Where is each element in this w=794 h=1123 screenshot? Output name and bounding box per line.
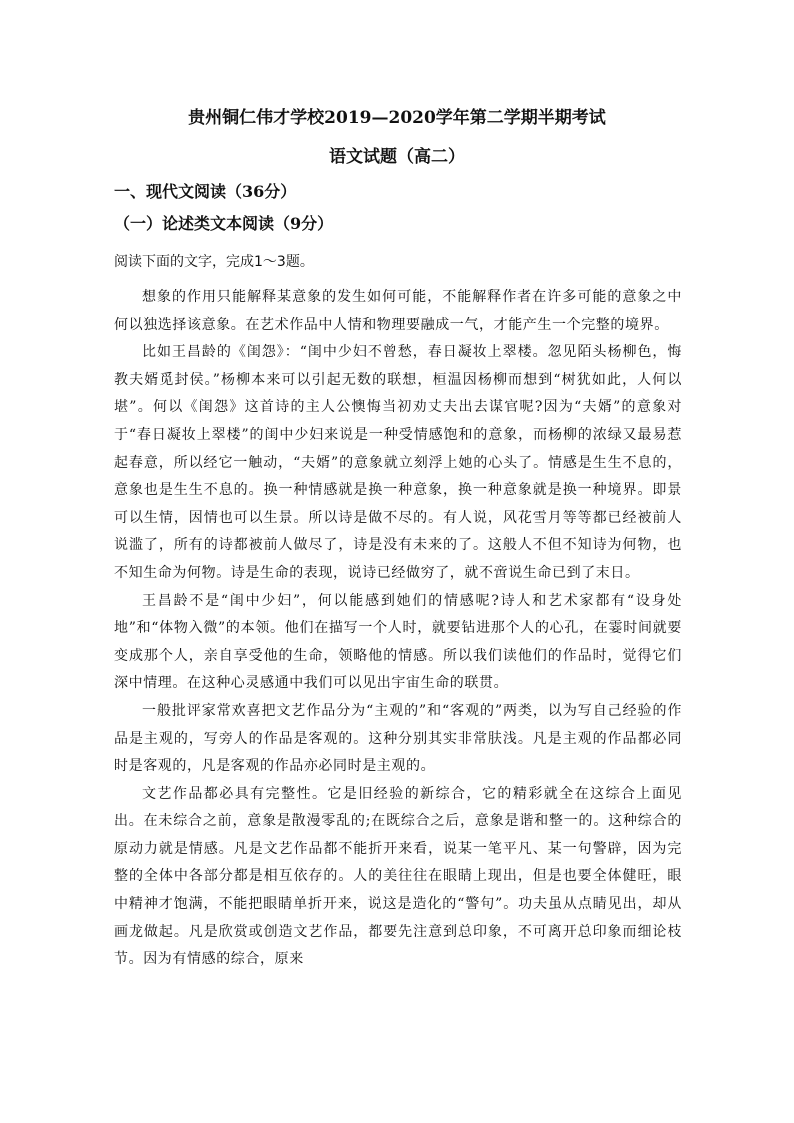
reading-instruction: 阅读下面的文字，完成1～3题。 [114,254,314,270]
exam-title: 贵州铜仁伟才学校2019—2020学年第二学期半期考试 [188,108,606,128]
section-heading: 一、现代文阅读（36分） [114,182,297,201]
exam-subtitle: 语文试题（高二） [329,147,465,167]
passage-paragraph: 想象的作用只能解释某意象的发生如何可能，不能解释作者在许多可能的意象之中何以独选择该意象。在艺术作品中人情和物理要融成一气，才能产生一个完整的境界。 [114,289,682,333]
passage-paragraph: 比如王昌龄的《闺怨》：“闺中少妇不曾愁，春日凝妆上翠楼。忽见陌头杨柳色，悔教夫婿觅封侯。”杨柳本来可以引起无数的联想，桓温因杨柳而想到“树犹如此，人何以堪”。何以《闺怨》这首诗的主人公懊悔当初劝丈夫出去谋官呢?因为“夫婿”的意象对于“春日凝妆上翠楼”的闺中少妇来说是一种受情感饱和的意象，而杨柳的浓绿又最易惹起春意，所以经它一触动，“夫婿”的意象就立刻浮上她的心头了。情感是生生不息的，意象也是生生不息的。换一种情感就是换一种意象，换一种意象就是换一种境界。即景可以生情，因情也可以生景。所以诗是做不尽的。有人说，风花雪月等等都已经被前人说滥了，所有的诗都被前人做尽了，诗是没有未来的了。这般人不但不知诗为何物，也不知生命为何物。诗是生命的表现，说诗已经做穷了，就不啻说生命已到了末日。 [114,344,682,581]
reading-passage [114,284,682,974]
subsection-heading: （一）论述类文本阅读（9分） [114,214,334,233]
passage-paragraph: 一般批评家常欢喜把文艺作品分为“主观的”和“客观的”两类，以为写自己经验的作品是主观的，写旁人的作品是客观的。这种分别其实非常肤浅。凡是主观的作品都必同时是客观的，凡是客观的作品亦必同时是主观的。 [114,702,682,775]
passage-paragraph: 王昌龄不是“闺中少妇”，何以能感到她们的情感呢?诗人和艺术家都有“设身处地”和“体物入微”的本领。他们在描写一个人时，就要钻进那个人的心孔，在霎时间就要变成那个人，亲自享受他的生命，领略他的情感。所以我们读他们的作品时，觉得它们深中情理。在这种心灵感通中我们可以见出宇宙生命的联贯。 [114,592,682,692]
passage-paragraph: 文艺作品都必具有完整性。它是旧经验的新综合，它的精彩就全在这综合上面见出。在未综合之前，意象是散漫零乱的;在既综合之后，意象是谐和整一的。这种综合的原动力就是情感。凡是文艺作品都不能折开来看，说某一笔平凡、某一句警辟，因为完整的全体中各部分都是相互依存的。人的美往往在眼睛上现出，但是也要全体健旺，眼中精神才饱满，不能把眼睛单折开来，说这是造化的“警句”。功夫虽从点睛见出，却从画龙做起。凡是欣赏或创造文艺作品，都要先注意到总印象，不可离开总印象而细论枝节。因为有情感的综合，原来 [114,785,682,968]
